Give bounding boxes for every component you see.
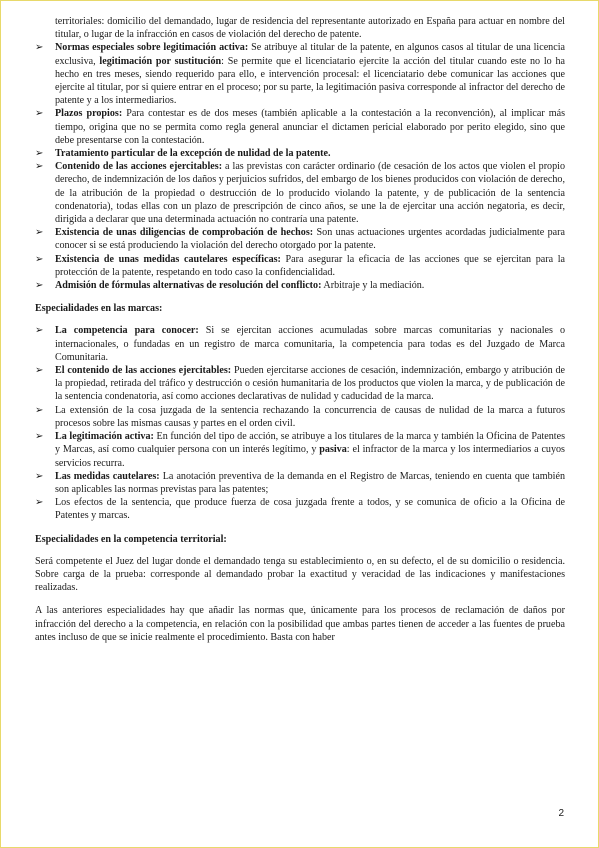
list-item: [35, 324, 565, 364]
arrow-bullet-icon: ➢: [35, 280, 44, 292]
paragraph: Será competente el Juez del lugar donde el demandado tenga su establecimiento o, en su defecto, el de su domicilio o residencia. Sobre carga de la prueba: corresponde al demandado probar la exactitud y veracidad de las indicaciones y manifestaciones realizadas.: [35, 555, 565, 594]
paragraph: A las anteriores especialidades hay que añadir las normas que, únicamente para los procesos de reclamación de daños por infracción del derecho a la competencia, en relación con la posibilidad que ambas partes tienen de acceder a las fuentes de prueba antes incluso de que se inicie realmente el procedimiento. Basta con haber: [35, 605, 565, 643]
marcas-list: [35, 324, 565, 522]
item-text: Se atribuye al titular de la patente, en algunos casos al titular de una licencia exclusiva,: [55, 42, 565, 67]
arrow-bullet-icon: ➢: [35, 227, 44, 239]
item-text: Los efectos de la sentencia, que produce fuerza de cosa juzgada frente a todos, y se comunica de oficio a la Oficina de Patentes y marcas.: [55, 497, 565, 522]
item-title-2: legitimación por sustitución: [99, 55, 222, 67]
list-item: [35, 226, 565, 252]
item-text: Son unas actuaciones urgentes acordadas judicialmente para conocer si se está produciendo la violación del derecho otorgado por la patente.: [55, 227, 565, 252]
list-item: [35, 253, 565, 279]
item-text: La anotación preventiva de la demanda en el Registro de Marcas, teniendo en cuenta que también son aplicables las normas previstas para las patentes;: [55, 470, 565, 495]
page-number: 2: [558, 808, 564, 819]
item-text: Arbitraje y la mediación.: [321, 280, 425, 292]
item-title: La competencia para conocer:: [55, 325, 199, 337]
arrow-bullet-icon: ➢: [35, 325, 44, 337]
arrow-bullet-icon: ➢: [35, 404, 44, 416]
item-text-2: : el infractor de la marca y los intermediarios a cuyos servicios recurra.: [55, 444, 565, 469]
patentes-list: [35, 41, 565, 292]
page-content: [35, 15, 565, 654]
intro-continuation: territoriales: domicilio del demandado, lugar de residencia del representante autorizado en España para actuar en nombre del titular, o lugar de la infracción en casos de violación del derecho de patente.: [55, 16, 565, 41]
list-item: [35, 404, 565, 430]
item-text: Para asegurar la eficacia de las acciones que se ejercitan para la protección de la patente, respetando en todo caso la confidencialidad.: [55, 253, 565, 278]
list-item: [35, 160, 565, 226]
arrow-bullet-icon: ➢: [35, 161, 44, 173]
arrow-bullet-icon: ➢: [35, 431, 44, 443]
item-text: Pueden ejercitarse acciones de cesación, indemnización, embargo y atribución de la propiedad, retirada del tráfico y destrucción o cesión humanitaria de los productos que violen la marca, y de publicación de la sentencia condenatoria, así como acciones declarativas de nulidad y caducidad de la marca.: [55, 365, 565, 403]
item-title: Plazos propios:: [55, 108, 123, 120]
list-item: [35, 430, 565, 470]
item-title: Las medidas cautelares:: [55, 470, 160, 482]
arrow-bullet-icon: ➢: [35, 253, 44, 265]
list-item: [35, 107, 565, 147]
item-text: Para contestar es de dos meses (también aplicable a la contestación a la reconvención), al implicar más tiempo, origina que no se permita como regla general anunciar el dictamen pericial elaborado por perito elegido, sino que debe presentarse con la contestación.: [55, 108, 565, 146]
arrow-bullet-icon: ➢: [35, 365, 44, 377]
list-item: [35, 364, 565, 404]
list-item: [35, 147, 565, 160]
item-title: Existencia de unas medidas cautelares específicas:: [55, 253, 281, 265]
item-title-2: pasiva: [319, 444, 347, 456]
list-item: [35, 496, 565, 522]
item-title: Existencia de unas diligencias de comprobación de hechos:: [55, 227, 314, 239]
arrow-bullet-icon: ➢: [35, 470, 44, 482]
arrow-bullet-icon: ➢: [35, 108, 44, 120]
list-item: [35, 279, 565, 292]
item-title: Admisión de fórmulas alternativas de resolución del conflicto:: [55, 280, 322, 292]
item-title: El contenido de las acciones ejercitables:: [55, 365, 232, 377]
territorial-heading: Especialidades en la competencia territorial:: [35, 533, 227, 545]
item-text: a las previstas con carácter ordinario (de cesación de los actos que violen el propio derecho, de indemnización de los daños y perjuicios sufridos, del embargo de los bienes producidos con violación de derecho, de la atribución de la propiedad o destrucción de lo producido violando la patente, y de publicación de la sentencia condenatoria), todas ellas con un plazo de prescripción de cinco años, se une la de ejercitar una acción negatoria, es decir, dirigida a declarar que una determinada actuación no contraría una patente.: [55, 161, 566, 226]
arrow-bullet-icon: ➢: [35, 42, 44, 54]
arrow-bullet-icon: ➢: [35, 148, 44, 160]
item-title: La legitimación activa:: [55, 431, 154, 443]
item-text: La extensión de la cosa juzgada de la sentencia rechazando la concurrencia de causas de nulidad de la marca a futuros procesos sobre las mismas causas y partes en el orden civil.: [55, 404, 565, 429]
list-item: [35, 470, 565, 496]
item-text-2: : Se permite que el licenciatario ejercite la acción del titular cuando este no lo ha hecho en tres meses, siendo requerido para ello, e intervención procesal: el licenciatario debe comunicar las acciones que ejercite al titular, por si quiere entrar en el proceso; por su parte, la legitimación pasiva corresponde al infractor del derecho de patente y a los intermediarios.: [55, 55, 565, 107]
item-text: En función del tipo de acción, se atribuye a los titulares de la marca y también la Oficina de Patentes y Marcas, así como cualquier persona con un interés legítimo, y: [55, 431, 565, 456]
list-item: [35, 41, 565, 107]
item-text: Si se ejercitan acciones acumuladas sobre marcas comunitarias y nacionales o internacionales, o fundadas en un registro de marca comunitaria, la competencia para todas es del Juzgado de Marca Comunitaria.: [55, 325, 565, 363]
item-title: Contenido de las acciones ejercitables:: [55, 161, 223, 173]
arrow-bullet-icon: ➢: [35, 497, 44, 509]
item-title: Normas especiales sobre legitimación activa:: [55, 42, 249, 54]
item-title: Tratamiento particular de la excepción de nulidad de la patente.: [55, 148, 331, 160]
marcas-heading: Especialidades en las marcas:: [35, 303, 163, 315]
